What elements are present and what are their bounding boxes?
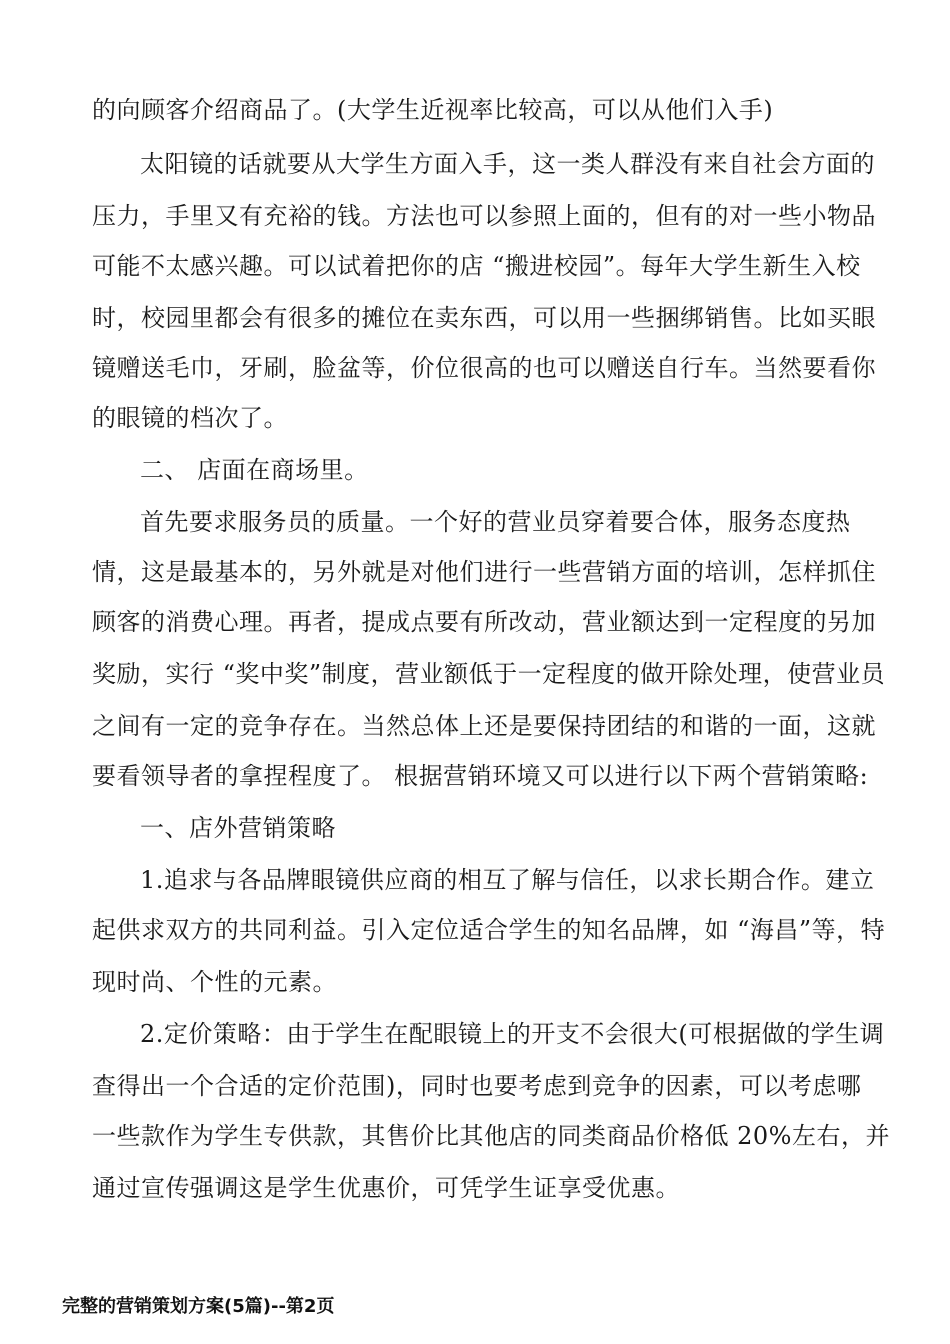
text-line: 之间有一定的竞争存在。当然总体上还是要保持团结的和谐的一面，这就 bbox=[92, 712, 876, 740]
text-line: 要看领导者的拿捏程度了。 根据营销环境又可以进行以下两个营销策略: bbox=[92, 762, 869, 790]
text-line: 首先要求服务员的质量。一个好的营业员穿着要合体，服务态度热 bbox=[140, 508, 851, 536]
text-line: 的眼镜的档次了。 bbox=[92, 404, 288, 432]
section-heading: 一、店外营销策略 bbox=[140, 814, 336, 842]
text-line: 可能不太感兴趣。可以试着把你的店 “搬进校园”。每年大学生新生入校 bbox=[92, 252, 861, 280]
text-line: 时，校园里都会有很多的摊位在卖东西，可以用一些捆绑销售。比如买眼 bbox=[92, 304, 876, 332]
text-line: 现时尚、个性的元素。 bbox=[92, 968, 337, 996]
section-heading: 二、 店面在商场里。 bbox=[140, 456, 369, 484]
text-line: 顾客的消费心理。再者，提成点要有所改动，营业额达到一定程度的另加 bbox=[92, 608, 876, 636]
text-line: 压力，手里又有充裕的钱。方法也可以参照上面的，但有的对一些小物品 bbox=[92, 202, 876, 230]
text-line: 1.追求与各品牌眼镜供应商的相互了解与信任，以求长期合作。建立 bbox=[140, 866, 875, 894]
text-line: 情，这是最基本的，另外就是对他们进行一些营销方面的培训，怎样抓住 bbox=[92, 558, 876, 586]
text-line: 起供求双方的共同利益。引入定位适合学生的知名品牌，如 “海昌”等，特 bbox=[92, 916, 886, 944]
text-line: 的向顾客介绍商品了。(大学生近视率比较高，可以从他们入手) bbox=[92, 96, 774, 124]
text-line: 通过宣传强调这是学生优惠价，可凭学生证享受优惠。 bbox=[92, 1174, 680, 1202]
text-line: 奖励，实行 “奖中奖”制度，营业额低于一定程度的做开除处理，使营业员 bbox=[92, 660, 886, 688]
text-line: 查得出一个合适的定价范围)，同时也要考虑到竞争的因素，可以考虑哪 bbox=[92, 1072, 862, 1100]
page-footer: 完整的营销策划方案(5篇)--第2页 bbox=[62, 1296, 335, 1317]
text-line: 一些款作为学生专供款，其售价比其他店的同类商品价格低 20%左右，并 bbox=[92, 1122, 890, 1150]
text-line: 镜赠送毛巾，牙刷，脸盆等，价位很高的也可以赠送自行车。当然要看你 bbox=[92, 354, 876, 382]
text-line: 2.定价策略：由于学生在配眼镜上的开支不会很大(可根据做的学生调 bbox=[140, 1020, 885, 1048]
text-line: 太阳镜的话就要从大学生方面入手，这一类人群没有来自社会方面的 bbox=[140, 150, 875, 178]
